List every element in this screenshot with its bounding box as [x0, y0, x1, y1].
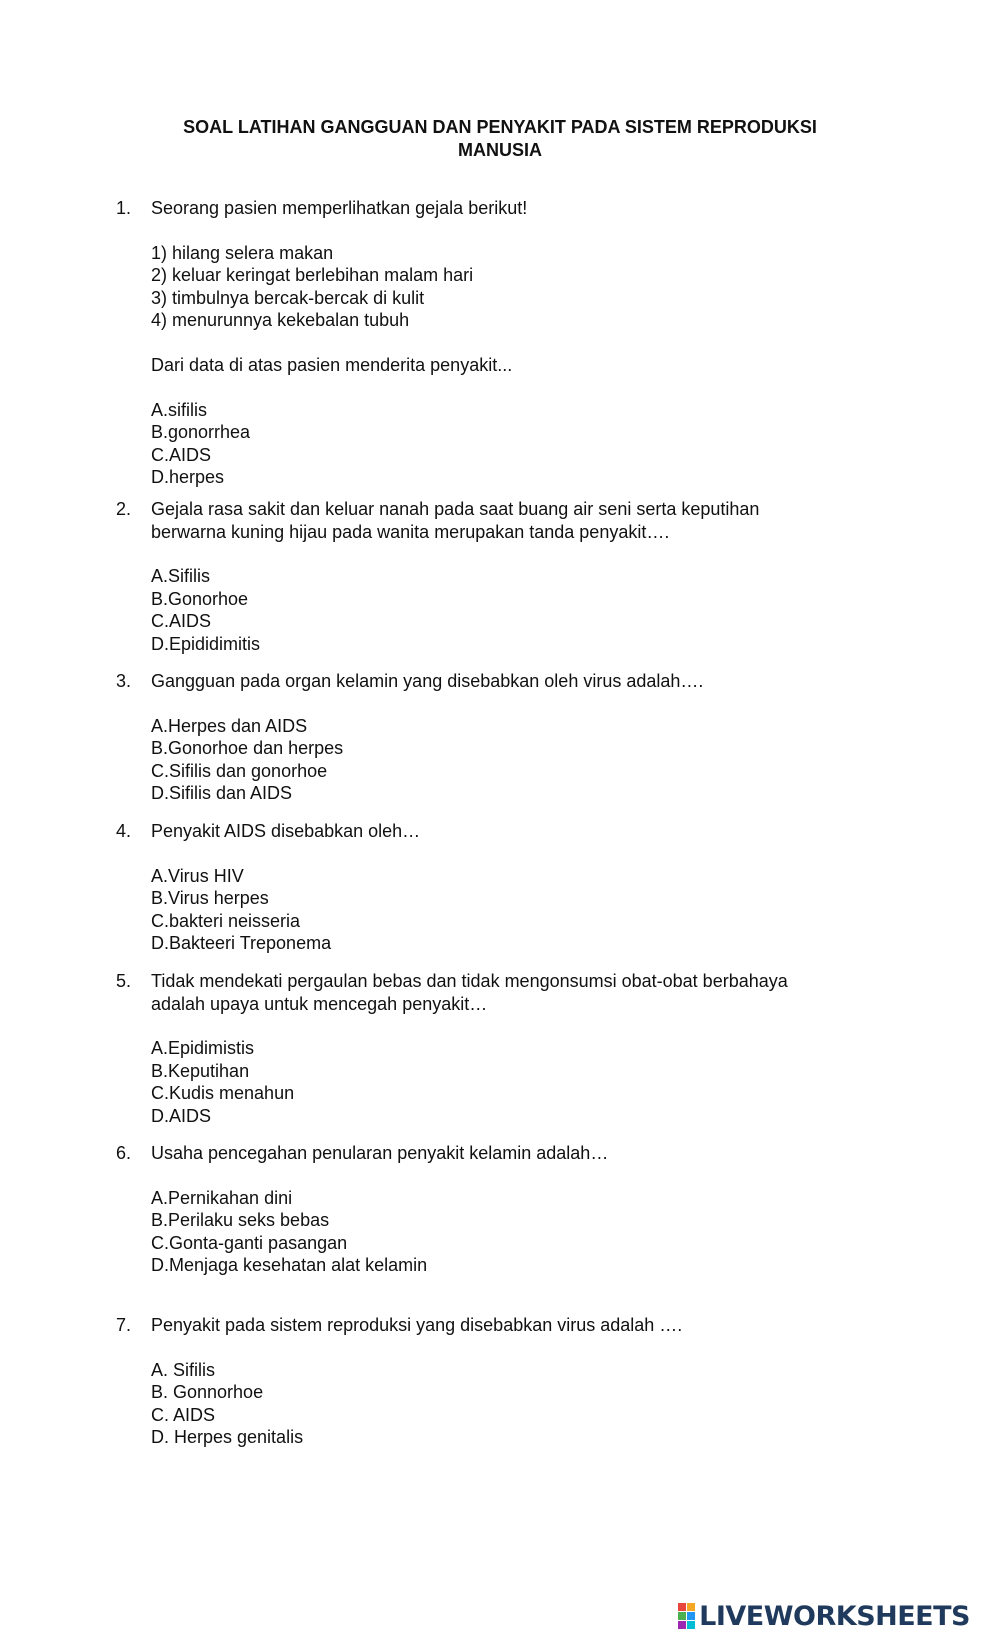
- question-number: 6.: [116, 1143, 132, 1163]
- option-a[interactable]: A.Herpes dan AIDS: [151, 715, 308, 736]
- question-number: 5.: [116, 971, 132, 991]
- option-d[interactable]: D.Sifilis dan AIDS: [151, 783, 293, 804]
- question-prompt: Dari data di atas pasien menderita penyakit...: [151, 354, 513, 375]
- question-stem-line: berwarna kuning hijau pada wanita merupakan tanda penyakit….: [151, 521, 670, 542]
- option-b[interactable]: B.Gonorhoe dan herpes: [151, 738, 344, 759]
- option-c[interactable]: C.AIDS: [151, 611, 212, 632]
- question-number: 2.: [116, 499, 132, 519]
- question-stem: Penyakit AIDS disebabkan oleh…: [151, 821, 421, 841]
- option-b[interactable]: B.Keputihan: [151, 1060, 250, 1081]
- symptom-item: 2) keluar keringat berlebihan malam hari: [151, 265, 474, 286]
- option-a[interactable]: A.Epidimistis: [151, 1038, 255, 1059]
- option-d[interactable]: D.Epididimitis: [151, 633, 261, 654]
- question-stem-line: Tidak mendekati pergaulan bebas dan tidak mengonsumsi obat-obat berbahaya: [151, 971, 788, 991]
- title-line-1: SOAL LATIHAN GANGGUAN DAN PENYAKIT PADA SISTEM REPRODUKSI: [183, 117, 817, 137]
- option-a[interactable]: A.Virus HIV: [151, 865, 244, 886]
- title-line-2: MANUSIA: [458, 140, 542, 160]
- symptom-item: 3) timbulnya bercak-bercak di kulit: [151, 287, 425, 308]
- question-stem: Gangguan pada organ kelamin yang disebabkan oleh virus adalah….: [151, 671, 704, 691]
- option-a[interactable]: A. Sifilis: [151, 1359, 216, 1380]
- option-d[interactable]: D.Bakteeri Treponema: [151, 933, 332, 954]
- question-1: [116, 197, 856, 489]
- option-a[interactable]: A.Pernikahan dini: [151, 1187, 293, 1208]
- question-stem-line: Gejala rasa sakit dan keluar nanah pada saat buang air seni serta keputihan: [151, 499, 760, 519]
- document-title: [120, 116, 880, 162]
- option-c[interactable]: C.Gonta-ganti pasangan: [151, 1232, 348, 1253]
- option-c[interactable]: C.Kudis menahun: [151, 1083, 295, 1104]
- question-number: 1.: [116, 198, 132, 218]
- option-a[interactable]: A.sifilis: [151, 399, 208, 420]
- symptom-item: 4) menurunnya kekebalan tubuh: [151, 310, 410, 331]
- question-stem: Seorang pasien memperlihatkan gejala berikut!: [151, 198, 528, 218]
- option-a[interactable]: A.Sifilis: [151, 566, 211, 587]
- question-number: 3.: [116, 671, 132, 691]
- option-b[interactable]: B.Perilaku seks bebas: [151, 1210, 330, 1231]
- option-c[interactable]: C.AIDS: [151, 444, 212, 465]
- question-2: [116, 498, 856, 656]
- question-stem: Usaha pencegahan penularan penyakit kelamin adalah…: [151, 1143, 609, 1163]
- question-stem-line: adalah upaya untuk mencegah penyakit…: [151, 993, 488, 1014]
- option-c[interactable]: C. AIDS: [151, 1404, 216, 1425]
- question-3: [116, 670, 856, 805]
- question-7: [116, 1314, 856, 1449]
- liveworksheets-wordmark: LIVEWORKSHEETS: [699, 1600, 970, 1632]
- question-number: 7.: [116, 1315, 132, 1335]
- option-d[interactable]: D.AIDS: [151, 1105, 212, 1126]
- option-b[interactable]: B.Virus herpes: [151, 888, 269, 909]
- liveworksheets-logo: [678, 1601, 970, 1631]
- question-stem: Penyakit pada sistem reproduksi yang disebabkan virus adalah ….: [151, 1315, 683, 1335]
- symptom-item: 1) hilang selera makan: [151, 242, 334, 263]
- liveworksheets-logo-icon: [678, 1603, 695, 1629]
- question-6: [116, 1142, 856, 1277]
- question-4: [116, 820, 856, 955]
- option-d[interactable]: D.Menjaga kesehatan alat kelamin: [151, 1255, 428, 1276]
- option-d[interactable]: D.herpes: [151, 467, 225, 488]
- question-number: 4.: [116, 821, 132, 841]
- option-c[interactable]: C.bakteri neisseria: [151, 910, 301, 931]
- question-5: [116, 970, 856, 1128]
- option-d[interactable]: D. Herpes genitalis: [151, 1427, 304, 1448]
- option-b[interactable]: B.gonorrhea: [151, 422, 251, 443]
- option-b[interactable]: B. Gonnorhoe: [151, 1382, 264, 1403]
- option-c[interactable]: C.Sifilis dan gonorhoe: [151, 760, 328, 781]
- option-b[interactable]: B.Gonorhoe: [151, 588, 249, 609]
